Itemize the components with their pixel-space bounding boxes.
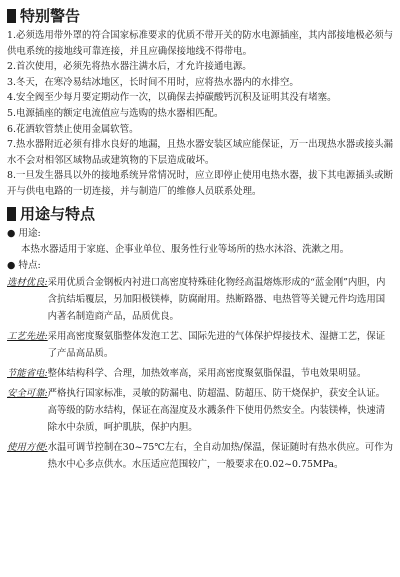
bullet-dot-icon: ● xyxy=(7,259,16,271)
warning-item: 2.首次使用，必须先将热水器注满水后，才允许接通电源。 xyxy=(7,61,252,73)
feature-desc: 采用高密度聚氨脂整体发泡工艺、国际先进的气体保护焊接技术、湿搪工艺，保证了产品高品质。 xyxy=(47,330,386,359)
feature-item xyxy=(7,439,400,473)
warnings-list xyxy=(7,28,400,200)
feature-item xyxy=(7,328,400,362)
usage-title: 用途与特点 xyxy=(20,204,96,223)
warning-item: 7.热水器附近必须有排水良好的地漏，且热水器安装区域应能保证，万一出现热水器或接头漏水不会对相邻区域物品或建筑物的下层造成破坏。 xyxy=(7,139,394,166)
feature-term: 选材优良: xyxy=(7,276,48,288)
feature-item xyxy=(7,385,400,436)
feature-desc: 严格执行国家标准，灵敏的防漏电、防超温、防超压、防干烧保护，获安全认证。高等级的防水结构，保证在高湿度及水溅条件下使用仍然安全。内装镁棒，快速清除水中杂质，呵护肌肤，保护内胆。 xyxy=(47,387,386,433)
bullet-dot-icon: ● xyxy=(7,227,16,239)
warning-item: 3.冬天，在寒冷易结冰地区，长时间不用时，应将热水器内的水排空。 xyxy=(7,76,299,88)
warning-item: 8.一旦发生器具以外的接地系统异常情况时，应立即停止使用电热水器，拔下其电源插头或断开与供电电路的一切连接，并与制造厂的维修人员联系处理。 xyxy=(7,170,394,197)
heading-square-icon xyxy=(7,9,16,23)
feature-term: 使用方便: xyxy=(7,441,48,453)
feature-desc: 采用优质合金钢板内衬进口高密度特殊硅化物经高温熔炼形成的“蓝金刚”内胆，内含抗结垢覆层，另加阳极镁棒，防腐耐用。热断路器、电热管等关键元件均选用国内著名制造商产品，品质优良。 xyxy=(47,276,386,322)
warning-item: 1.必须选用带外罩的符合国家标准要求的优质不带开关的防水电源插座，其内部接地极必须与供电系统的接地线可靠连接，并且应确保接地线不得带电。 xyxy=(7,30,394,57)
heading-square-icon xyxy=(7,207,16,221)
warning-item: 6.花洒软管禁止使用金属软管。 xyxy=(7,123,139,135)
feature-desc: 整体结构科学、合理，加热效率高，采用高密度聚氨脂保温，节电效果明显。 xyxy=(47,367,367,379)
feature-term: 工艺先进: xyxy=(7,330,48,342)
features-label-row xyxy=(7,258,400,274)
warning-item: 4.安全阀至少每月要定期动作一次，以确保去掉碳酸钙沉积及证明其没有堵塞。 xyxy=(7,92,337,104)
feature-desc: 水温可调节控制在30~75℃左右，全自动加热/保温，保证随时有热水供应。可作为热水中心多点供水。水压适应范围较广，一般要求在0.02~0.75MPa。 xyxy=(47,441,394,470)
warning-item: 5.电源插座的额定电流值应与选购的热水器相匹配。 xyxy=(7,107,224,119)
purpose-text: 本热水器适用于家庭、企事业单位、服务性行业等场所的热水沐浴、洗漱之用。 xyxy=(21,243,350,255)
warnings-heading xyxy=(7,6,400,26)
usage-heading xyxy=(7,204,400,224)
purpose-label: 用途: xyxy=(18,227,41,239)
features-label: 特点: xyxy=(18,259,41,271)
feature-term: 节能省电: xyxy=(7,367,48,379)
warnings-title: 特别警告 xyxy=(20,7,81,25)
purpose-label-row xyxy=(7,226,400,242)
feature-term: 安全可靠: xyxy=(7,387,48,399)
feature-item xyxy=(7,365,400,382)
feature-item xyxy=(7,274,400,325)
